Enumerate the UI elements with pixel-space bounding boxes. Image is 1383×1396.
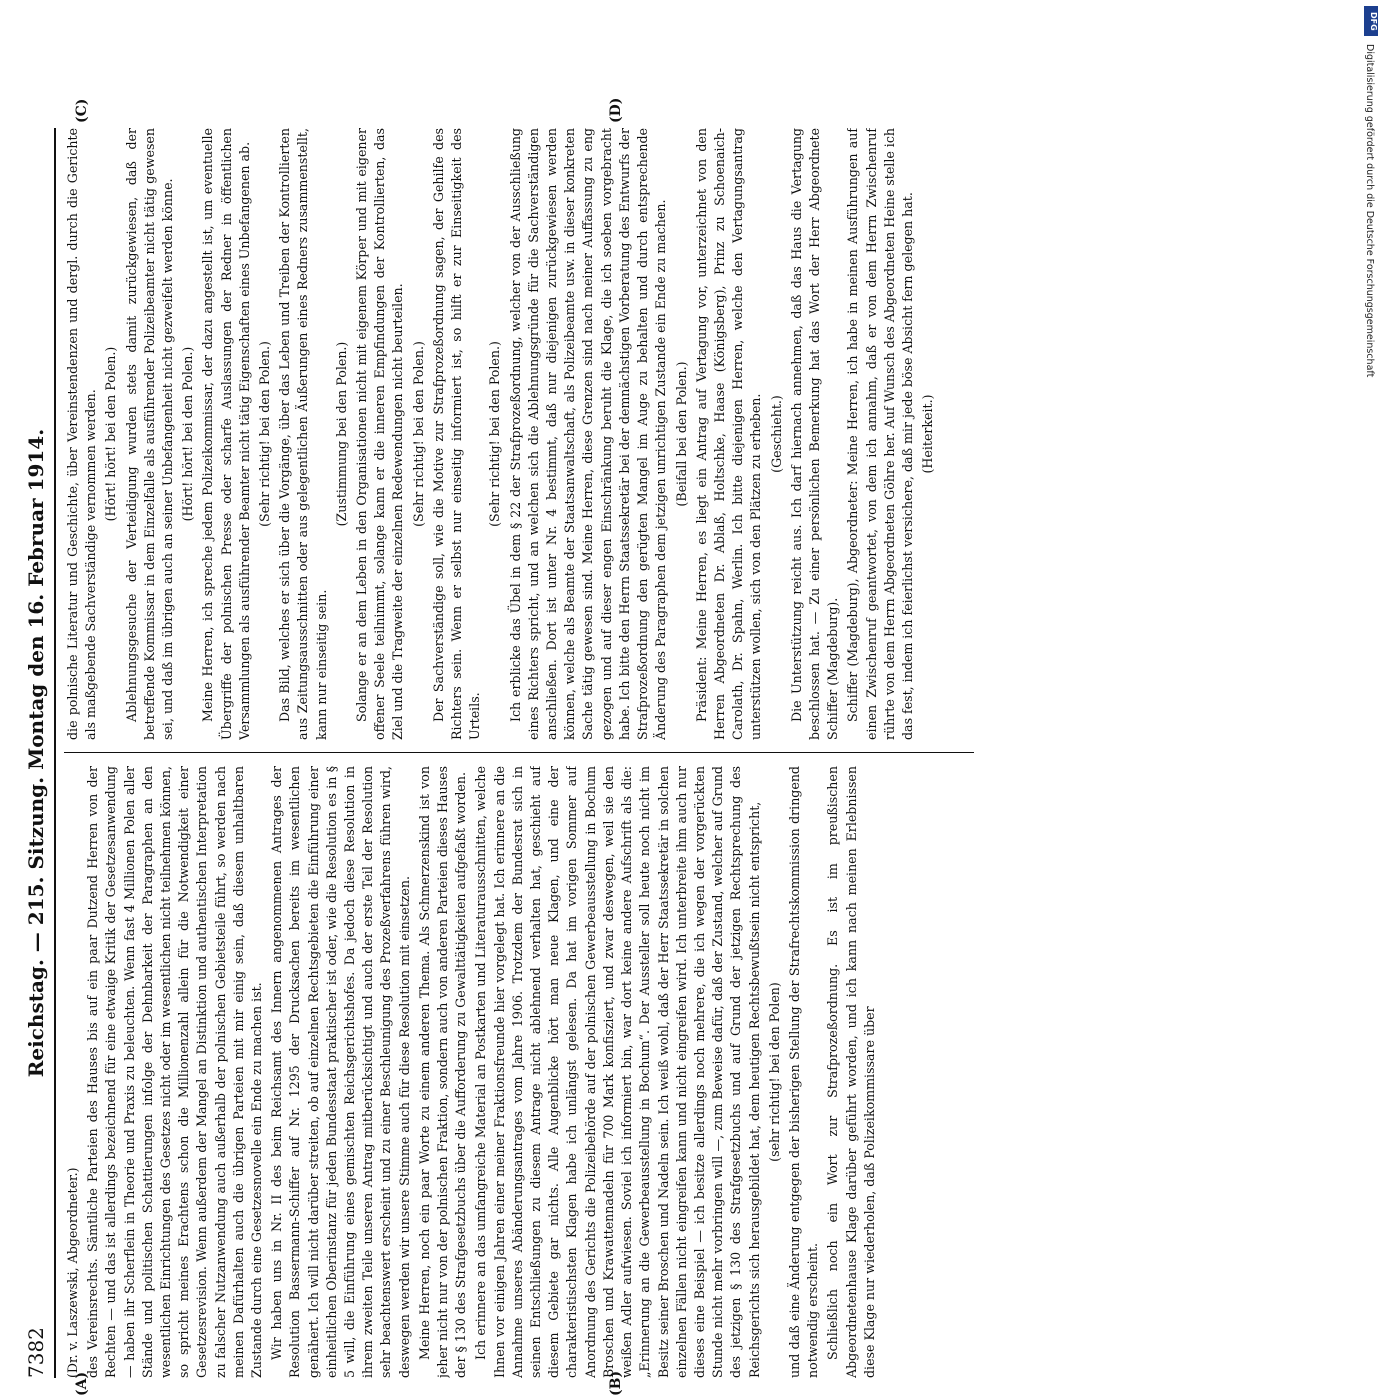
- interjection: (Heiterkeit.): [920, 394, 936, 474]
- paragraph: Ich erinnere an das umfangreiche Material an Postkarten und Literaturausschnitten, welche Ihnen vor einigen Jahren einer meiner Fraktionsfreunde hier vorgelegt hat. Ich erinnere an die Annahme unseres Abänderungsantrages vom Jahre 1906. Trotzdem der Bundesrat sich in seinen Entschließungen zu diesem Antrage nicht ablehnend verhalten hat, geschieht auf diesem Gebiete gar nichts. Alle Augenblicke hört man neue Klagen, und eine der charakteristischsten Klagen habe ich unlängst gelesen. Da hat im vorigen Sommer auf Anordnung des Gerichts die Polizeibehörde auf der polnischen Gewerbeausstellung in Bochum Broschen und Krawattennadeln für 700 Mark konfisziert, und zwar deswegen, weil sie den weißen Adler aufwiesen. Soviel ich informiert bin, war dort keine andere Aufschrift als die: „Erinnerung an die Gewerbeausstellung in Bochum“. Der Aussteller soll heute noch nicht im Besitz seiner Broschen und Nadeln sein. Ich weiß wohl, daß der Herr Staatssekretär in solchen einzelnen Fällen nicht eingreifen kann und nicht eingreifen wird. Ich unterbreite ihm auch nur dieses eine Beispiel — ich besitze allerdings noch mehrere, die ich wegen der vorgerückten Stunde nicht mehr vorbringen will —, zum Beweise dafür, daß der Zustand, welcher auf Grund des jetzigen § 130 des Strafgesetzbuchs und auf Grund der jetzigen Rechtsprechung des Reichsgerichts sich herausgebildet hat, dem heutigen Rechtsbewußtsein nicht entspricht,: [473, 766, 762, 1378]
- paragraph: Solange er an dem Leben in den Organisationen nicht mit eigenem Körper und mit eigener offener Seele teilnimmt, solange kann er die inneren Empfindungen der Kontrollierten, das Ziel und die Tragweite der einzelnen Redewendungen nicht beurteilen.: [354, 128, 406, 740]
- interjection: (Sehr richtig! bei den Polen.): [410, 341, 426, 527]
- margin-mark-a: (A): [74, 1371, 90, 1396]
- interjection: (Zustimmung bei den Polen.): [333, 341, 349, 527]
- paragraph: Der Sachverständige soll, wie die Motive zur Strafprozeßordnung sagen, der Gehilfe des Richters sein. Wenn er selbst nur einseitig informiert ist, so hilft er zur Einseitigkeit des Urteils.: [430, 128, 483, 740]
- margin-mark-d: (D): [608, 97, 624, 123]
- page-header: [18, 128, 58, 1378]
- paragraph: Präsident: Meine Herren, es liegt ein Antrag auf Vertagung vor, unterzeichnet von den Herren Abgeordneten Dr. Ablaß, Holtschke, Haase (Königsberg), Prinz zu Schoenaich-Carolath, Dr. Spahn, Werlin. Ich bitte diejenigen Herren, welche den Vertagungsantrag unterstützen wollen, sich von den Plätzen zu erheben.: [693, 128, 764, 740]
- speaker-note: (Dr. v. Laszewski, Abgeordneter.): [65, 1167, 80, 1378]
- paragraph: Meine Herren, noch ein paar Worte zu einem anderen Thema. Als Schmerzenskind ist von jeher nicht nur von der polnischen Fraktion, sondern auch von anderen Parteien dieses Hauses der § 130 des Strafgesetzbuchs über die Aufforderung zu Gewalttätigkeiten aufgefaßt worden.: [416, 766, 469, 1378]
- interjection: (Beifall bei den Polen.): [673, 361, 689, 507]
- paragraph: des Vereinsrechts. Sämtliche Parteien des Hauses bis auf ein paar Dutzend Herren von der Rechten — und das ist allerdings bezeichnend für eine etwaige Kritik der Gesetzesanwendung — haben ihr Scherflein in Theorie und Praxis zu beleuchten. Wenn fast 4 Millionen Polen aller Stände und politischen Schattierungen infolge der Dehnbarkeit der Paragraphen an den wesentlichen Einrichtungen des Gesetzes nicht oder im wesentlichen nicht teilnehmen können, so spricht meines Erachtens schon die Millionenzahl allein für die Notwendigkeit einer Gesetzesrevision. Wenn außerdem der Mangel an Distinktion und authentischen Interpretation zu falscher Nutzanwendung auch außerhalb der polnischen Gebietsteile führt, so werden nach meinen Dafürhalten auch die übrigen Parteien mit mir einig sein, daß diesem unhaltbaren Zustande durch eine Gesetzesnovelle ein Ende zu machen ist.: [85, 766, 265, 1378]
- interjection: (sehr richtig! bei den Polen): [766, 982, 782, 1162]
- paragraph: Schließlich noch ein Wort zur Strafprozeßordnung. Es ist im preußischen Abgeordnetenhause Klage darüber geführt worden, und ich kann nach meinen Erlebnissen diese Klage nur wiederholen, daß Polizeikommissare über: [825, 766, 877, 1378]
- paragraph: Ablehnungsgesuche der Verteidigung wurden stets damit zurückgewiesen, daß der betreffende Kommissar in dem Einzelfalle als ausführender Polizeibeamter nicht tätig gewesen sei, und daß im übrigen auch an seiner Unbefangenheit nicht gezweifelt werden könne.: [123, 128, 176, 740]
- interjection: (Sehr richtig! bei den Polen.): [487, 341, 503, 527]
- paragraph: Meine Herren, ich spreche jedem Polizeikommissar, der dazu angestellt ist, um eventuelle Übergriffe der polnischen Presse oder scharfe Auslassungen der Redner in öffentlichen Versammlungen als ausführender Beamter nicht tätig Eigenschaften eines Unbefangenen ab.: [200, 128, 252, 740]
- paragraph: und daß eine Änderung entgegen der bisherigen Stellung der Strafrechtskommission dringend notwendig erscheint.: [786, 766, 821, 1378]
- paragraph: Die Unterstützung reicht aus. Ich darf hiernach annehmen, daß das Haus die Vertagung beschlossen hat. — Zu einer persönlichen Bemerkung hat das Wort der Herr Abgeordnete Schiffer (Magdeburg).: [788, 128, 841, 740]
- interjection: (Sehr richtig! bei den Polen.): [257, 341, 273, 527]
- interjection: (Hört! hört! bei den Polen.): [180, 346, 196, 522]
- paragraph: Das Bild, welches er sich über die Vorgänge, über das Leben und Treiben der Kontrollierten aus Zeitungsausschnitten oder aus gelegentlichen Äußerungen eines Redners zusammenstellt, kann nur einseitig sein.: [277, 128, 329, 740]
- page-number: 7382: [24, 1327, 48, 1378]
- header-rule: [54, 128, 56, 1378]
- right-column: [64, 128, 979, 740]
- paragraph: Wir haben uns in Nr. II des beim Reichsamt des Innern angenommenen Antrages der Resolution Bassermann-Schiffer auf Nr. 1295 der Drucksachen bereits im wesentlichen genähert. Ich will nicht darüber streiten, ob auf einzelnen Rechtsgebieten die Einführung einer einheitlichen Oberinstanz für jeden Bundesstaat praktischer ist oder, wie die Resolution es in § 5 will, die Einführung eines gemischten Reichsgerichtshofes. Da jedoch diese Resolution in ihrem zweiten Teile unseren Antrag mitberücksichtigt und auch der erste Teil der Resolution sehr beachtenswert erscheint und zu einer Beschleunigung des Prozeßverfahrens führen wird, deswegen werden wir unsere Stimme auch für diese Resolution mit einsetzen.: [269, 766, 412, 1378]
- left-column: [64, 766, 979, 1378]
- interjection: (Hört! hört! bei den Polen.): [103, 346, 119, 522]
- dfg-logo: DFG: [1364, 6, 1378, 36]
- rotated-content: [18, 38, 993, 1396]
- margin-mark-b: (B): [608, 1370, 624, 1396]
- paragraph: Schiffer (Magdeburg), Abgeordneter: Meine Herren, ich habe in meinen Ausführungen auf einen Zwischenruf geantwortet, von dem ich annahm, daß er von dem Herrn Zwischenruf rührte von dem Herrn Abgeordneten Göhre her. Auf Wunsch des Abgeordneten Heine stelle ich das fest, indem ich feierlichst versichere, daß mir jede böse Absicht fern gelegen hat.: [845, 128, 915, 740]
- paragraph: Ich erblicke das Übel in dem § 22 der Strafprozeßordnung, welcher von der Ausschließung eines Richters spricht, und an welchen sich die Ablehnungsgründe für die Sachverständigen anschließen. Dort ist unter Nr. 4 bestimmt, daß nur diejenigen zurückgewiesen werden können, welche als Beamte der Staatsanwaltschaft, als Polizeibeamte usw. in dieser konkreten Sache tätig gewesen sind. Meine Herren, diese Grenzen sind nach meiner Auffassung zu eng gezogen und auf dieser engen Einschränkung beruht die Klage, die ich soeben vorgebracht habe. Ich bitte den Herrn Staatssekretär bei der demnächstigen Vorberatung des Entwurfs der Strafprozeßordnung den gerügten Mangel im Auge zu behalten und durch entsprechende Änderung des Paragraphen dem jetzigen unrichtigen Zustande ein Ende zu machen.: [507, 128, 669, 740]
- margin-mark-c: (C): [74, 98, 90, 123]
- column-divider: [64, 752, 974, 753]
- digitization-credit: Digitalisierung gefördert durch die Deutsche Forschungsgemeinschaft: [1364, 44, 1375, 378]
- interjection: (Geschieht.): [768, 395, 784, 473]
- running-title: Reichstag. — 215. Sitzung. Montag den 16. Februar 1914.: [24, 428, 48, 1078]
- paragraph: die polnische Literatur und Geschichte, über Vereinstendenzen und dergl. durch die Gerichte als maßgebende Sachverständige vernommen werden.: [65, 128, 99, 740]
